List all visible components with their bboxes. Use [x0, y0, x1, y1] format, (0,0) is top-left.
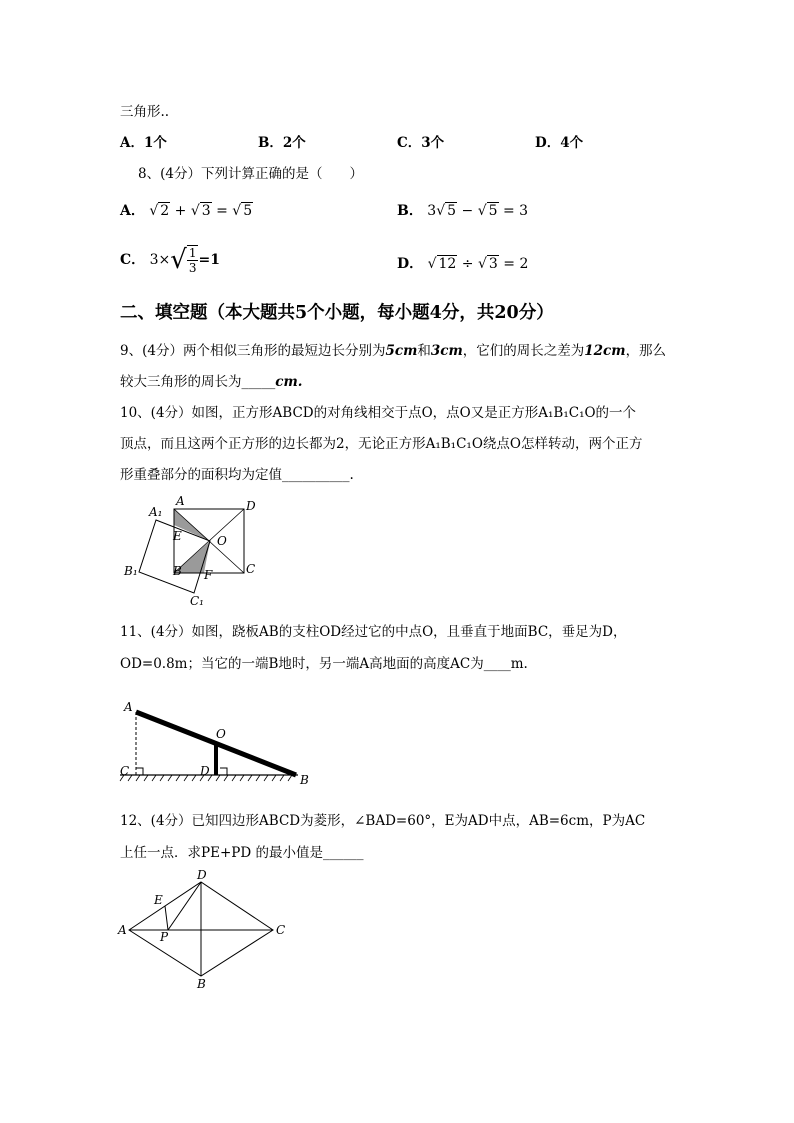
- fig11-label-d: D: [200, 764, 210, 778]
- fig10-label-a: A: [176, 495, 185, 508]
- q12-line-2: 上任一点．求PE+PD 的最小值是______: [120, 845, 364, 861]
- q8-option-b: [397, 200, 528, 220]
- q11-line-2: OD=0.8m；当它的一端B地时，另一端A高地面的高度AC为____m.: [120, 656, 528, 672]
- q9-text-c: 和: [417, 343, 431, 359]
- q9-text-line2: 较大三角形的周长为: [120, 374, 242, 390]
- q9-text-e: ，它们的周长之差为: [462, 343, 585, 359]
- q8-a-equals: =: [216, 203, 228, 219]
- fig10-label-d: D: [246, 499, 256, 513]
- fig12-label-d: D: [197, 868, 207, 882]
- q10-line-3: 形重叠部分的面积均为定值__________.: [120, 467, 354, 483]
- q8-c-denominator: 3: [188, 261, 197, 275]
- q8-a-radicand-1: 2: [160, 203, 170, 219]
- sqrt-icon: √: [427, 256, 437, 272]
- q8-option-c-label: C．: [120, 252, 146, 268]
- q8-option-d-label: D．: [397, 256, 424, 272]
- fig10-label-c: C: [246, 562, 256, 576]
- q8-option-a-label: A．: [120, 203, 145, 219]
- q10-line-2: 顶点，而且这两个正方形的边长都为2，无论正方形A₁B₁C₁O绕点O怎样转动，两个正方: [120, 436, 643, 452]
- fig10-label-b1: B₁: [124, 564, 138, 578]
- q8-a-radicand-2: 3: [201, 203, 211, 219]
- q9-text-a: 9、(4分）两个相似三角形的最短边长分别为: [120, 343, 386, 359]
- fig10-label-o: O: [217, 534, 227, 548]
- fig10-label-c1: C₁: [190, 594, 204, 608]
- q7-option-c: C．3个: [397, 135, 445, 151]
- q9-line-1: [120, 342, 666, 360]
- sqrt-icon: √: [477, 203, 487, 219]
- sqrt-icon: √: [436, 203, 446, 219]
- q8-d-radicand-2: 3: [488, 256, 498, 272]
- q12-line-1: 12、(4分）已知四边形ABCD为菱形，∠BAD=60°，E为AD中点，AB=6cm，P为AC: [120, 813, 646, 829]
- q8-option-d: [397, 253, 528, 273]
- q9-text-g: ，那么: [625, 343, 667, 359]
- fig10-label-e: E: [173, 529, 182, 543]
- q8-option-a: [120, 200, 253, 220]
- fig10-label-f: F: [204, 568, 213, 582]
- q8-b-coef: 3: [427, 203, 437, 219]
- q9-answer-blank: _____: [241, 374, 276, 390]
- figure-12-rhombus: [112, 866, 297, 991]
- q9-value-12cm: 12cm: [584, 343, 626, 359]
- q10-line-1: 10、(4分）如图，正方形ABCD的对角线相交于点O，点O又是正方形A₁B₁C₁O的一个: [120, 405, 637, 421]
- q8-option-c: [120, 245, 220, 275]
- fig11-label-a: A: [124, 700, 133, 714]
- fig12-label-a: A: [118, 923, 127, 937]
- q9-value-5cm: 5cm: [385, 343, 418, 359]
- q9-value-3cm: 3cm: [430, 343, 463, 359]
- fig12-label-p: P: [160, 930, 169, 944]
- q8-c-fraction: [187, 245, 199, 275]
- q11-line-1: 11、(4分）如图，跷板AB的支柱OD经过它的中点O，且垂直于地面BC，垂足为D，: [120, 624, 627, 640]
- q8-option-b-label: B．: [397, 203, 423, 219]
- fig12-segment-pd: [168, 882, 201, 930]
- fig11-label-b: B: [300, 773, 309, 787]
- q8-c-coef: 3×: [149, 252, 171, 268]
- q7-option-b: B．2个: [258, 135, 306, 151]
- fig12-segment-pe: [165, 906, 168, 930]
- sqrt-icon: √: [232, 203, 242, 219]
- fig11-right-angle-d: [220, 768, 227, 775]
- fig10-label-b: B: [173, 564, 182, 578]
- sqrt-icon: √: [149, 203, 159, 219]
- q8-b-equals: = 3: [503, 203, 529, 219]
- fig11-label-c: C: [120, 764, 130, 778]
- q8-a-plus: +: [174, 203, 187, 219]
- q8-c-numerator: 1: [188, 246, 197, 260]
- fig10-label-a1: A₁: [149, 505, 163, 519]
- fig11-right-angle-c: [136, 768, 143, 775]
- q8-d-equals: = 2: [503, 256, 529, 272]
- sqrt-icon: √: [170, 245, 187, 275]
- q8-d-radicand-1: 12: [438, 256, 457, 272]
- q7-option-d: D．4个: [535, 135, 584, 151]
- q8-stem: 8、(4分）下列计算正确的是（ ）: [138, 166, 363, 182]
- q8-b-radicand-2: 5: [488, 203, 498, 219]
- q7-tail-text: 三角形..: [120, 104, 170, 120]
- q8-c-equals: =1: [198, 252, 220, 268]
- fig12-label-c: C: [276, 923, 286, 937]
- q9-line-2: [120, 373, 302, 391]
- q8-b-radicand-1: 5: [447, 203, 457, 219]
- q8-d-divide: ÷: [461, 256, 474, 272]
- q9-unit: cm.: [275, 374, 303, 390]
- section-2-title: 二、填空题（本大题共5个小题，每小题4分，共20分）: [120, 303, 554, 323]
- fig11-label-o: O: [216, 727, 226, 741]
- q7-option-a: A．1个: [120, 135, 167, 151]
- q8-a-radicand-3: 5: [243, 203, 253, 219]
- fig12-label-e: E: [154, 893, 163, 907]
- fig12-label-b: B: [197, 977, 206, 991]
- figure-11-seesaw: [112, 695, 322, 790]
- sqrt-icon: √: [190, 203, 200, 219]
- figure-10-squares: [118, 495, 268, 610]
- sqrt-icon: √: [477, 256, 487, 272]
- q8-b-minus: −: [461, 203, 474, 219]
